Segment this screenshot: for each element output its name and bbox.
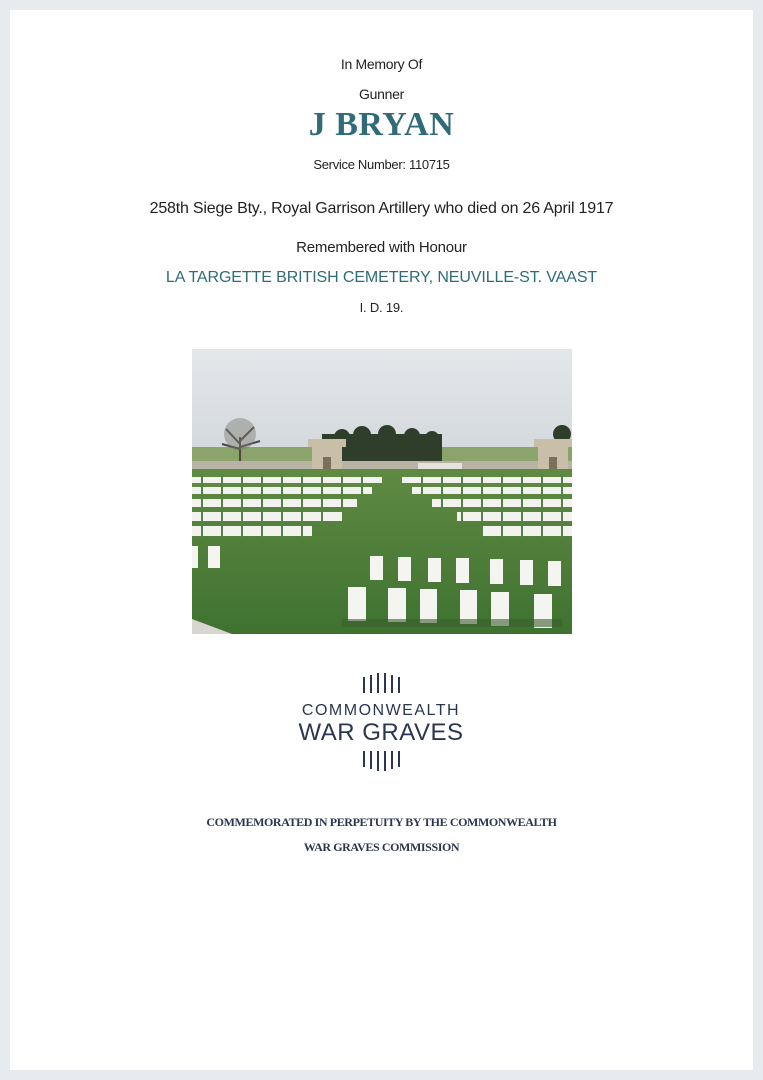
service-number: Service Number: 110715 — [313, 157, 450, 172]
cemetery-photo — [192, 349, 572, 634]
cwgc-logo — [281, 673, 481, 773]
cemetery-name: LA TARGETTE BRITISH CEMETERY, NEUVILLE-ST. VAAST — [165, 269, 598, 286]
remembered-text: Remembered with Honour — [296, 239, 467, 256]
unit-and-death-date: 258th Siege Bty., Royal Garrison Artillery who died on 26 April 1917 — [149, 200, 614, 217]
logo-line-1: COMMONWEALTH — [301, 702, 461, 719]
commemoration-line-1: COMMEMORATED IN PERPETUITY BY THE COMMONWEALTH — [206, 815, 557, 829]
logo-line-2: WAR GRAVES — [298, 719, 464, 746]
in-memory-heading: In Memory Of — [340, 56, 423, 72]
commemoration-line-2: WAR GRAVES COMMISSION — [303, 840, 460, 854]
grave-reference: I. D. 19. — [359, 300, 404, 315]
logo-bars-bottom-icon — [281, 751, 481, 771]
rank-text: Gunner — [359, 86, 404, 102]
casualty-name: J BRYAN — [308, 106, 455, 143]
certificate-page — [10, 10, 753, 1070]
logo-bars-top-icon — [281, 673, 481, 693]
